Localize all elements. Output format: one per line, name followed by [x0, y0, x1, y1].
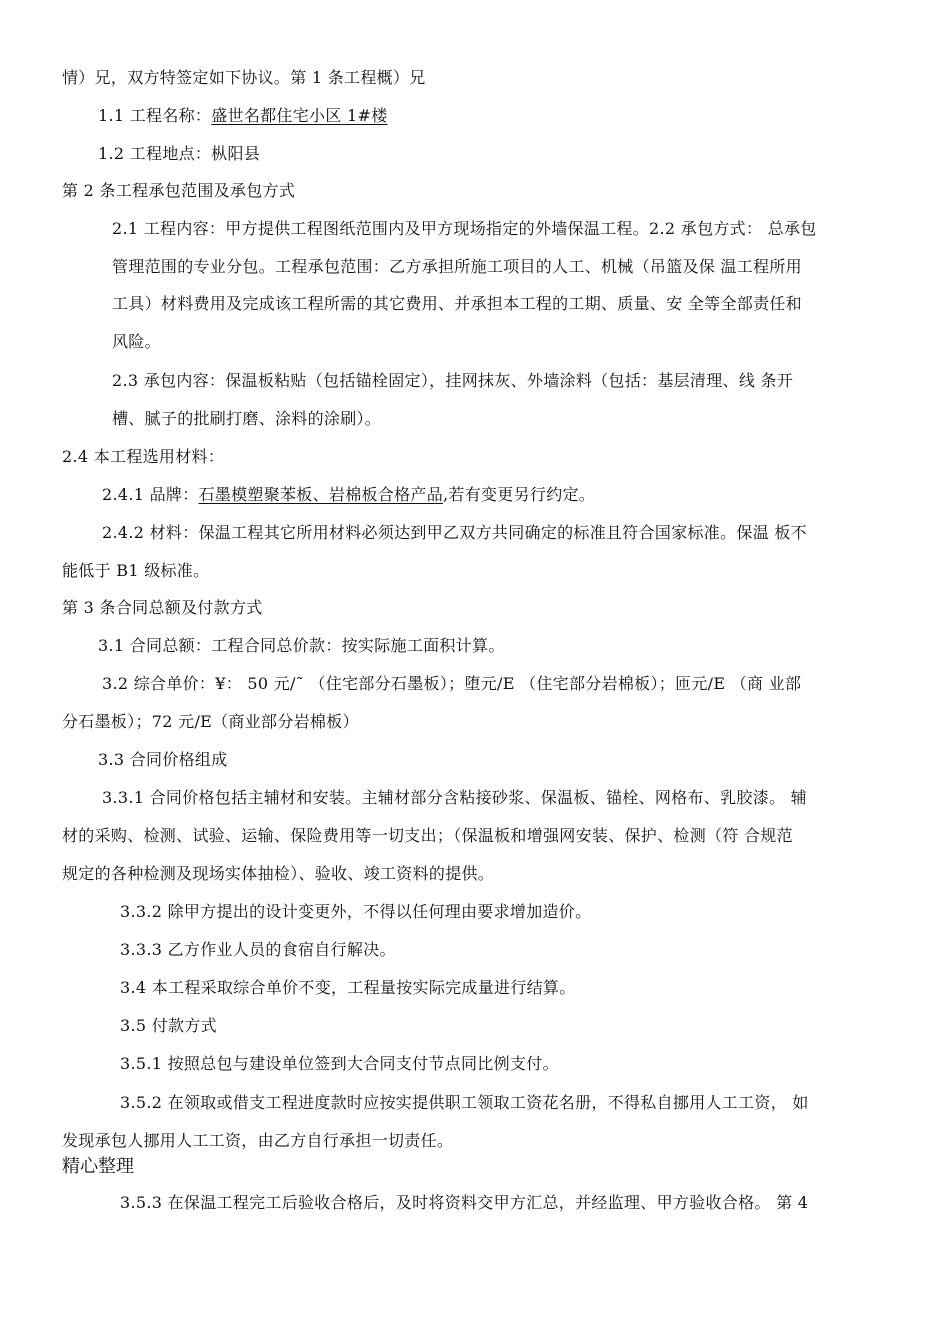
section-3-heading: 第 3 条合同总额及付款方式 [62, 598, 263, 617]
footer-note: 精心整理 [62, 1156, 134, 1177]
text-line-1: 情）兄，双方特签定如下协议。第 1 条工程概）兄 [62, 68, 426, 87]
project-name-line [98, 106, 388, 126]
text-line-25: 3.4 本工程采取综合单价不变，工程量按实际完成量进行结算。 [120, 978, 576, 997]
brand-value: 石墨模塑聚苯板、岩棉板合格产品 [198, 485, 444, 504]
text-line-19: 3.3 合同价格组成 [98, 750, 228, 769]
text-line-10: 槽、腻子的批刷打磨、涂料的涂刷）。 [112, 409, 382, 428]
project-name-label: 1.1 工程名称： [98, 106, 212, 125]
text-line-6: 管理范围的专业分包。工程承包范围：乙方承担所施工项目的人工、机械（吊篮及保 温工程所用 [112, 257, 802, 276]
materials-heading: 2.4 本工程选用材料： [62, 447, 225, 466]
brand-line [102, 485, 595, 505]
text-line-28: 3.5.2 在领取或借支工程进度款时应按实提供职工领取工资花名册，不得私自挪用人工工资， 如 [120, 1093, 809, 1112]
text-line-20: 3.3.1 合同价格包括主辅材和安装。主辅材部分含粘接砂浆、保温板、锚栓、网格布、乳胶漆。 辅 [102, 788, 807, 807]
text-line-23: 3.3.2 除甲方提出的设计变更外，不得以任何理由要求增加造价。 [120, 902, 592, 921]
text-line-18: 分石墨板）；72 元/E（商业部分岩棉板） [62, 712, 359, 731]
text-line-29: 发现承包人挪用人工工资，由乙方自行承担一切责任。 [62, 1131, 454, 1150]
text-line-22: 规定的各种检测及现场实体抽检）、验收、竣工资料的提供。 [62, 864, 495, 883]
text-line-21: 材的采购、检测、试验、运输、保险费用等一切支出；（保温板和增强网安装、保护、检测（符 合规范 [62, 826, 793, 845]
brand-label: 2.4.1 品牌： [102, 485, 199, 504]
text-line-9: 2.3 承包内容：保温板粘贴（包括锚栓固定），挂网抹灰、外墙涂料（包括：基层清理、线 条开 [112, 371, 794, 390]
section-2-heading: 第 2 条工程承包范围及承包方式 [62, 181, 296, 200]
text-line-13: 2.4.2 材料：保温工程其它所用材料必须达到甲乙双方共同确定的标准且符合国家标准。保温 板不 [102, 523, 807, 542]
text-line-14: 能低于 B1 级标准。 [62, 561, 210, 580]
text-line-17: 3.2 综合单价：¥： 50 元/˜ （住宅部分石墨板）；堕元/E （住宅部分岩棉板）；匝元/E （商 业部 [102, 674, 802, 693]
text-line-16: 3.1 合同总额：工程合同总价款：按实际施工面积计算。 [98, 636, 505, 655]
text-line-26: 3.5 付款方式 [120, 1016, 217, 1035]
text-line-7: 工具）材料费用及完成该工程所需的其它费用、并承担本工程的工期、质量、安 全等全部责任和 [112, 294, 802, 313]
text-line-24: 3.3.3 乙方作业人员的食宿自行解决。 [120, 940, 396, 959]
text-line-5: 2.1 工程内容：甲方提供工程图纸范围内及甲方现场指定的外墙保温工程。2.2 承包方式： 总承包 [112, 219, 817, 238]
text-line-31: 3.5.3 在保温工程完工后验收合格后，及时将资料交甲方汇总，并经监理、甲方验收合格。 第 4 [120, 1193, 809, 1212]
project-name-value: 盛世名都住宅小区 1#楼 [211, 106, 388, 125]
text-line-8: 风险。 [112, 332, 161, 351]
text-line-27: 3.5.1 按照总包与建设单位签到大合同支付节点同比例支付。 [120, 1054, 559, 1073]
project-location-line: 1.2 工程地点：枞阳县 [98, 144, 261, 163]
brand-tail: ,若有变更另行约定。 [443, 485, 596, 504]
